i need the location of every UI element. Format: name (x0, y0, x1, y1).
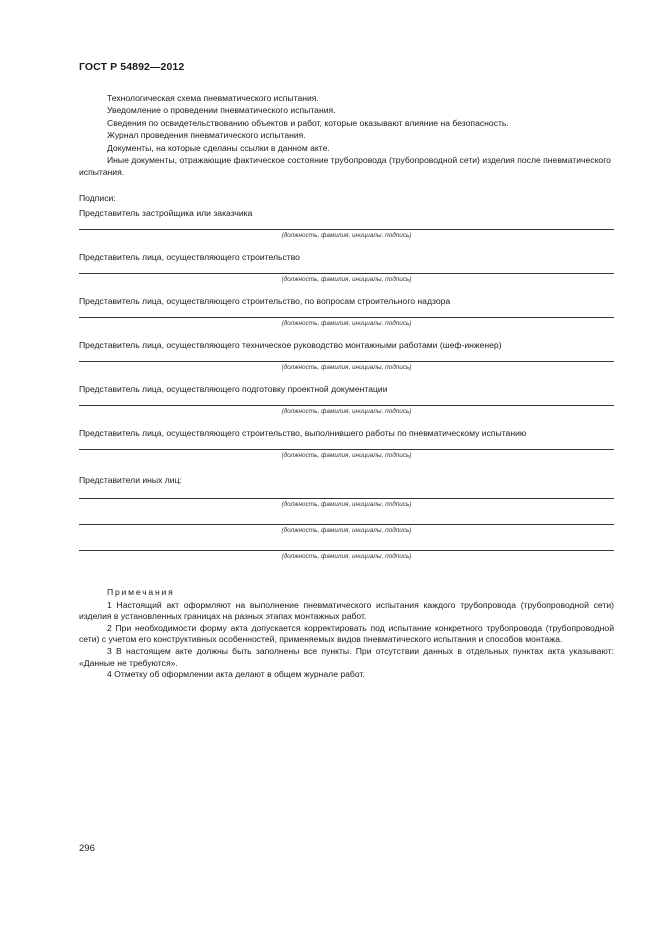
note-item: 1 Настоящий акт оформляют на выполнение пневматического испытания каждого трубопровода (трубопроводной сети) изделия в установленных границах на разных этапах монтажных работ. (79, 599, 614, 622)
signature-line (79, 550, 614, 551)
signature-block-chief-engineer (79, 340, 614, 380)
signature-line (79, 524, 614, 525)
attachment-item: Сведения по освидетельствованию объектов и работ, которые оказывают влияние на безопасность. (107, 117, 509, 128)
signature-line (79, 405, 614, 406)
attachment-item: Технологическая схема пневматического испытания. (107, 93, 319, 103)
signature-caption: (должность, фамилия, инициалы, подпись) (281, 408, 412, 415)
signature-line (79, 449, 614, 450)
signature-caption: (должность, фамилия, инициалы, подпись) (281, 364, 412, 371)
attachments-list (79, 92, 614, 179)
signature-block-other (79, 524, 614, 540)
notes-title: Примечания (107, 587, 175, 597)
signature-line (79, 317, 614, 318)
signature-caption: (должность, фамилия, инициалы, подпись) (281, 501, 412, 508)
others-label: Представители иных лиц: (79, 475, 182, 485)
signature-label: Представитель лица, осуществляющего строительство (79, 252, 300, 262)
note-item: 3 В настоящем акте должны быть заполнены все пункты. При отсутствии данных в отдельных пунктах акта указывают: «Данные не требуются». (79, 645, 614, 668)
attachment-item: Документы, на которые сделаны ссылки в данном акте. (107, 142, 330, 153)
signature-caption: (должность, фамилия, инициалы, подпись) (281, 527, 412, 534)
signature-block-design (79, 384, 614, 424)
signature-caption: (должность, фамилия, инициалы, подпись) (281, 553, 412, 560)
standard-code: ГОСТ Р 54892—2012 (79, 61, 185, 73)
signature-label: Представитель застройщика или заказчика (79, 208, 253, 218)
note-item: 2 При необходимости форму акта допускается корректировать под испытание конкретного трубопровода (трубопроводной сети) с учетом его конструктивных особенностей, применяемых видов пневматического испытания и способов монтажа. (79, 622, 614, 645)
attachment-item: Журнал проведения пневматического испытания. (107, 130, 306, 141)
signature-line (79, 361, 614, 362)
note-item: 4 Отметку об оформлении акта делают в общем журнале работ. (107, 669, 365, 680)
signature-block-construction-supervision (79, 296, 614, 336)
signature-block-pneumatic-test (79, 428, 614, 468)
signature-caption: (должность, фамилия, инициалы, подпись) (281, 232, 412, 239)
signature-block-other (79, 498, 614, 514)
signature-line (79, 498, 614, 499)
signature-block-customer (79, 208, 614, 248)
signature-label: Представитель лица, осуществляющего подготовку проектной документации (79, 384, 388, 394)
notes-section (79, 587, 614, 681)
signature-line (79, 273, 614, 274)
signature-block-builder (79, 252, 614, 292)
signature-caption: (должность, фамилия, инициалы, подпись) (281, 452, 412, 459)
page-number: 296 (79, 843, 95, 854)
attachment-item: Иные документы, отражающие фактическое состояние трубопровода (трубопроводной сети) изделия после пневматического испытания. (79, 155, 611, 178)
signature-label: Представитель лица, осуществляющего техническое руководство монтажными работами (шеф-инженер) (79, 340, 502, 350)
signature-label: Представитель лица, осуществляющего строительство, по вопросам строительного надзора (79, 296, 451, 306)
signatures-title: Подписи: (79, 193, 116, 203)
signature-block-other (79, 550, 614, 566)
signature-caption: (должность, фамилия, инициалы, подпись) (281, 320, 412, 327)
signature-line (79, 229, 614, 230)
signature-caption: (должность, фамилия, инициалы, подпись) (281, 276, 412, 283)
attachment-item: Уведомление о проведении пневматического испытания. (107, 105, 336, 116)
signature-label: Представитель лица, осуществляющего строительство, выполнившего работы по пневматическому испытанию (79, 428, 527, 438)
